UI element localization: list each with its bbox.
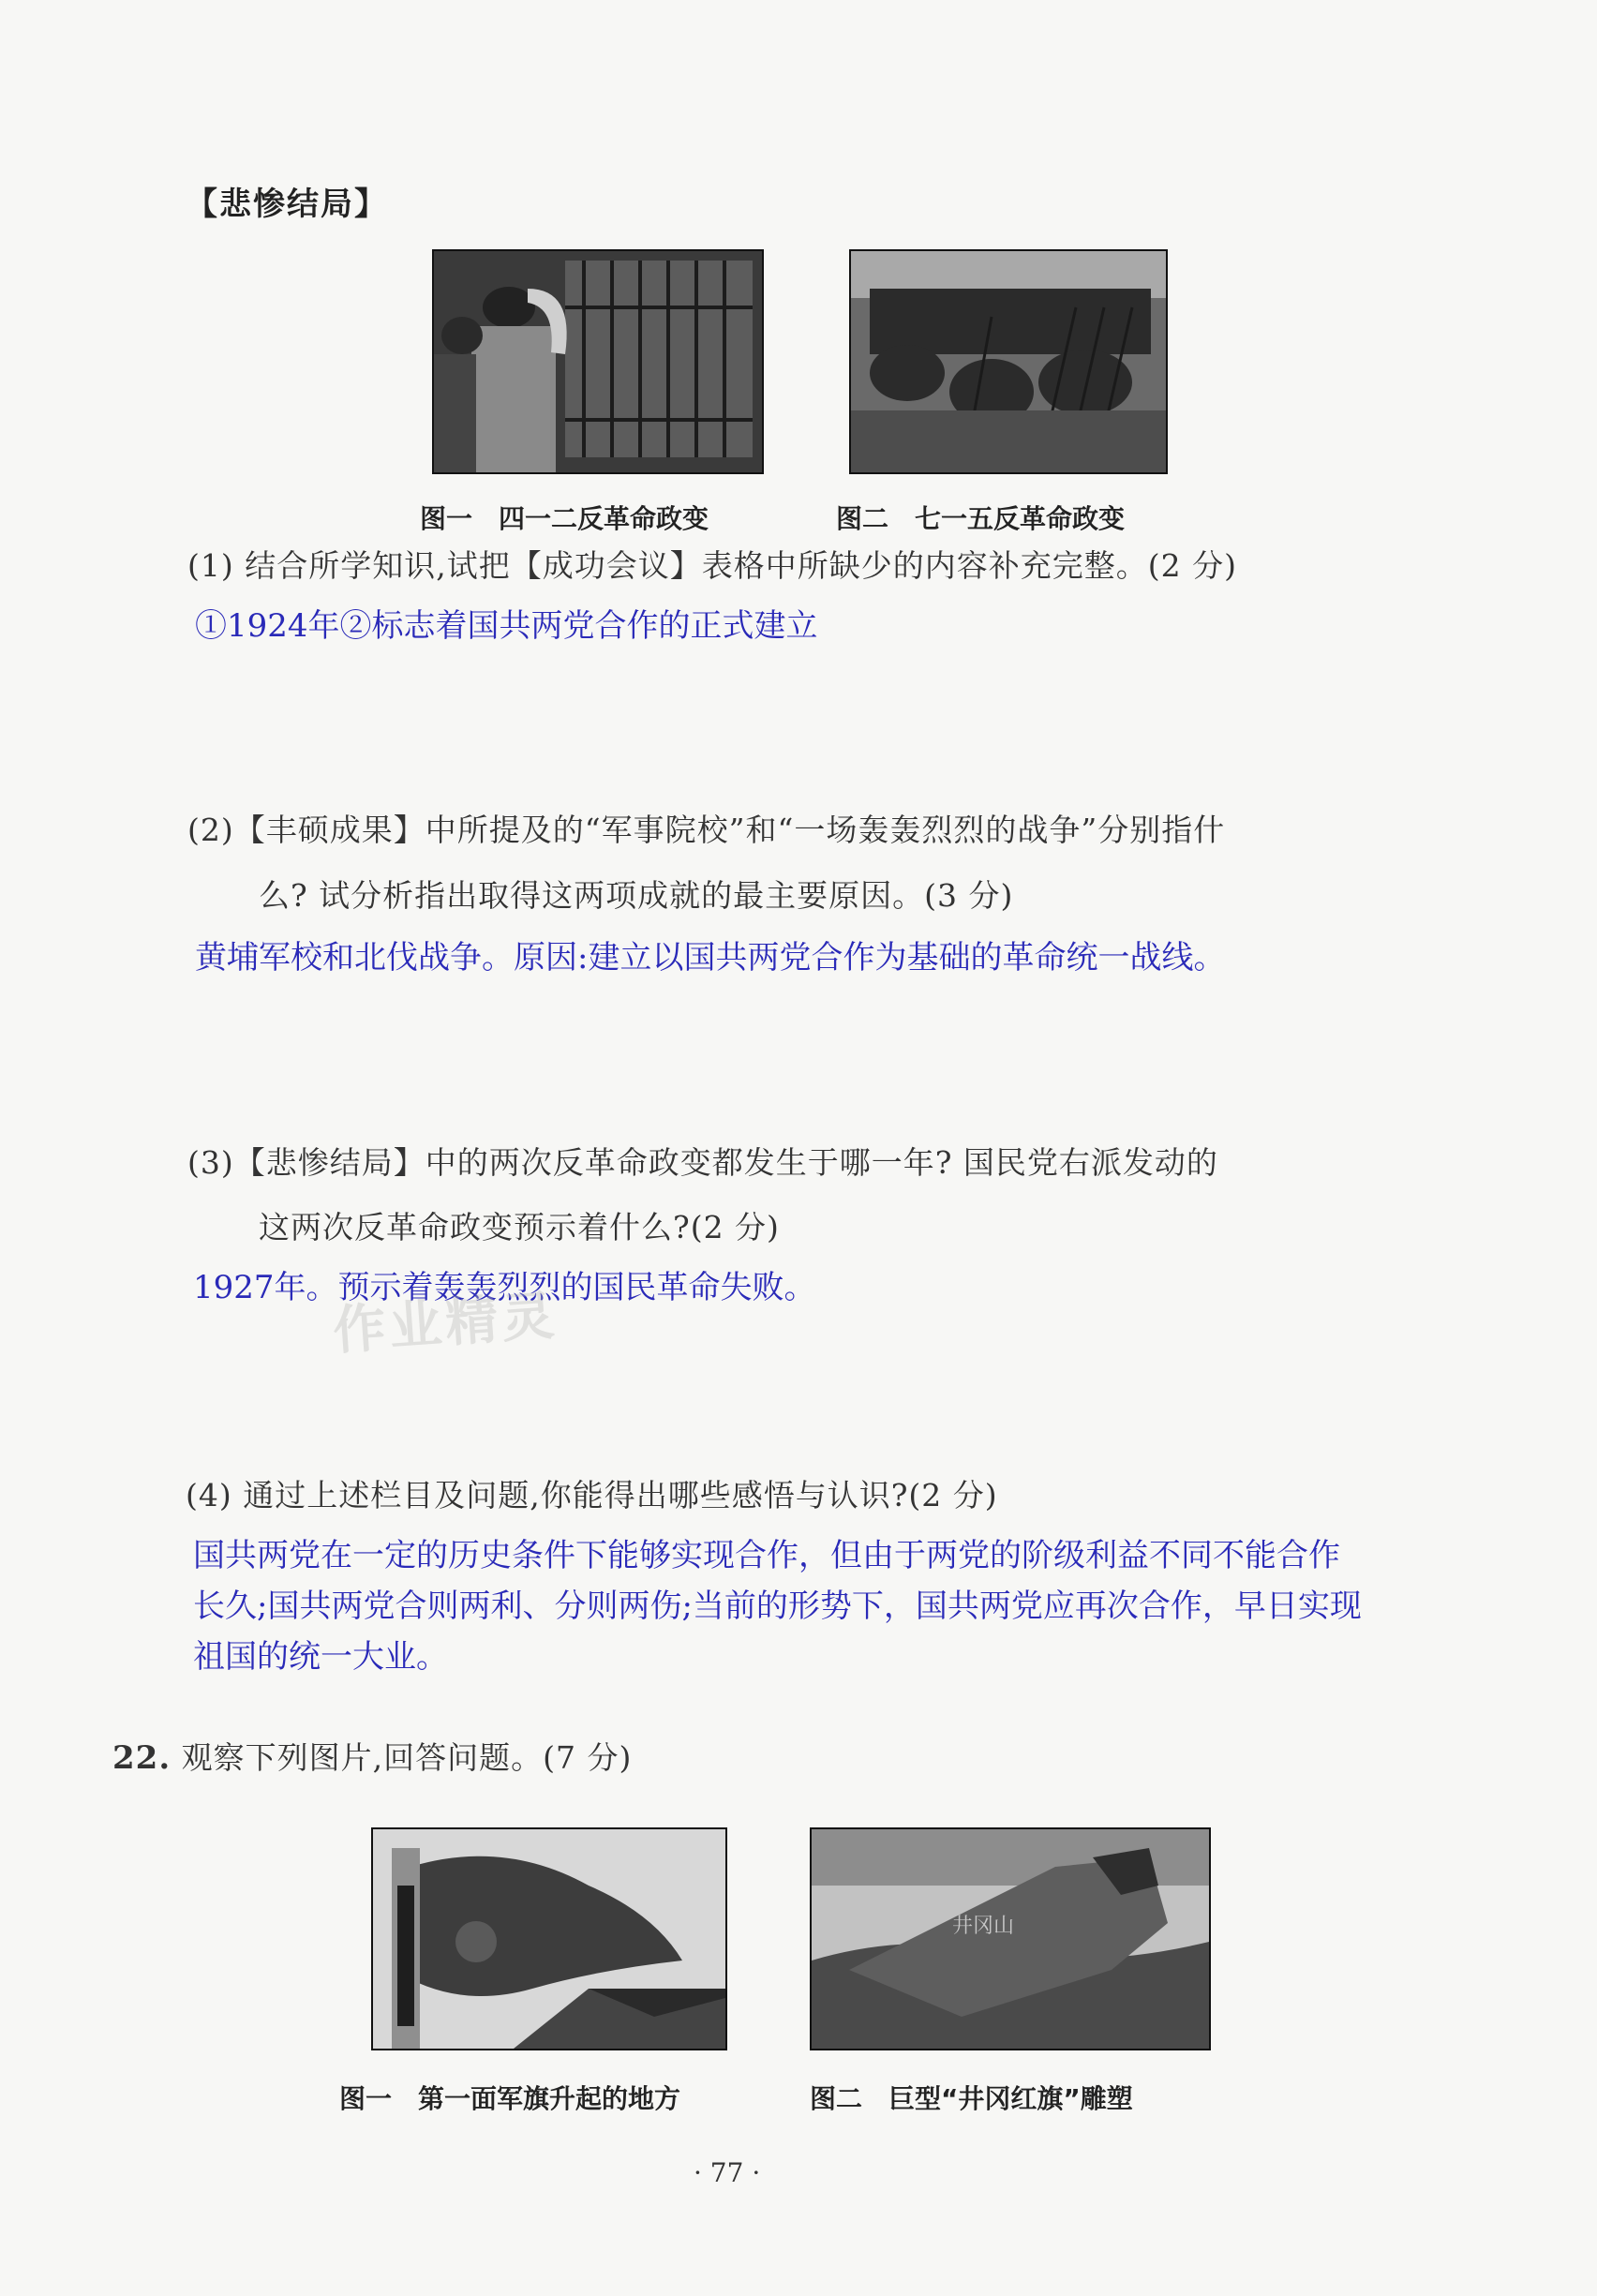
answer-4-line-1: 国共两党在一定的历史条件下能够实现合作，但由于两党的阶级利益不同不能合作	[193, 1537, 1340, 1574]
answer-4-line-3: 祖国的统一大业。	[193, 1638, 448, 1676]
question-22-number: 22.	[112, 1739, 172, 1777]
question-3-line-2: 这两次反革命政变预示着什么?(2 分)	[259, 1209, 780, 1245]
question-22-text: 观察下列图片,回答问题。(7 分)	[181, 1739, 633, 1776]
answer-4-line-2: 长久;国共两党合则两利、分则两伤;当前的形势下，国共两党应再次合作，早日实现	[193, 1588, 1362, 1625]
watermark: 作业精灵	[331, 1285, 560, 1363]
question-22	[112, 1734, 632, 1778]
question-2-line-2: 么? 试分析指出取得这两项成就的最主要原因。(3 分)	[259, 877, 1014, 914]
photo-april-12-coup	[432, 249, 764, 474]
figure-caption-top-2: 图二 七一五反革命政变	[836, 503, 1126, 534]
answer-3-line-1: 1927年。预示着轰轰烈烈的国民革命失败。	[193, 1269, 816, 1306]
svg-text:井冈山: 井冈山	[952, 1915, 1015, 1938]
figure-caption-top-1: 图一 四一二反革命政变	[420, 503, 709, 534]
answer-2-line-1: 黄埔军校和北伐战争。原因:建立以国共两党合作为基础的革命统一战线。	[195, 939, 1226, 977]
photo-jinggang-red-flag-sculpture	[810, 1827, 1211, 2050]
photo-july-15-coup	[849, 249, 1168, 474]
photo-first-army-flag	[371, 1827, 727, 2050]
question-1-line-1: (1) 结合所学知识,试把【成功会议】表格中所缺少的内容补充完整。(2 分)	[187, 547, 1237, 584]
question-3-line-1: (3)【悲惨结局】中的两次反革命政变都发生于哪一年? 国民党右派发动的	[187, 1144, 1218, 1181]
figure-caption-bottom-1: 图一 第一面军旗升起的地方	[339, 2083, 681, 2114]
question-4-line-1: (4) 通过上述栏目及问题,你能得出哪些感悟与认识?(2 分)	[186, 1477, 998, 1513]
answer-1-line-1: ①1924年②标志着国共两党合作的正式建立	[195, 607, 818, 645]
figure-caption-bottom-2: 图二 巨型“井冈红旗”雕塑	[810, 2083, 1133, 2114]
question-2-line-1: (2)【丰硕成果】中所提及的“军事院校”和“一场轰轰烈烈的战争”分别指什	[187, 812, 1226, 848]
page-number: · 77 ·	[694, 2157, 761, 2188]
section-title: 【悲惨结局】	[186, 186, 388, 223]
